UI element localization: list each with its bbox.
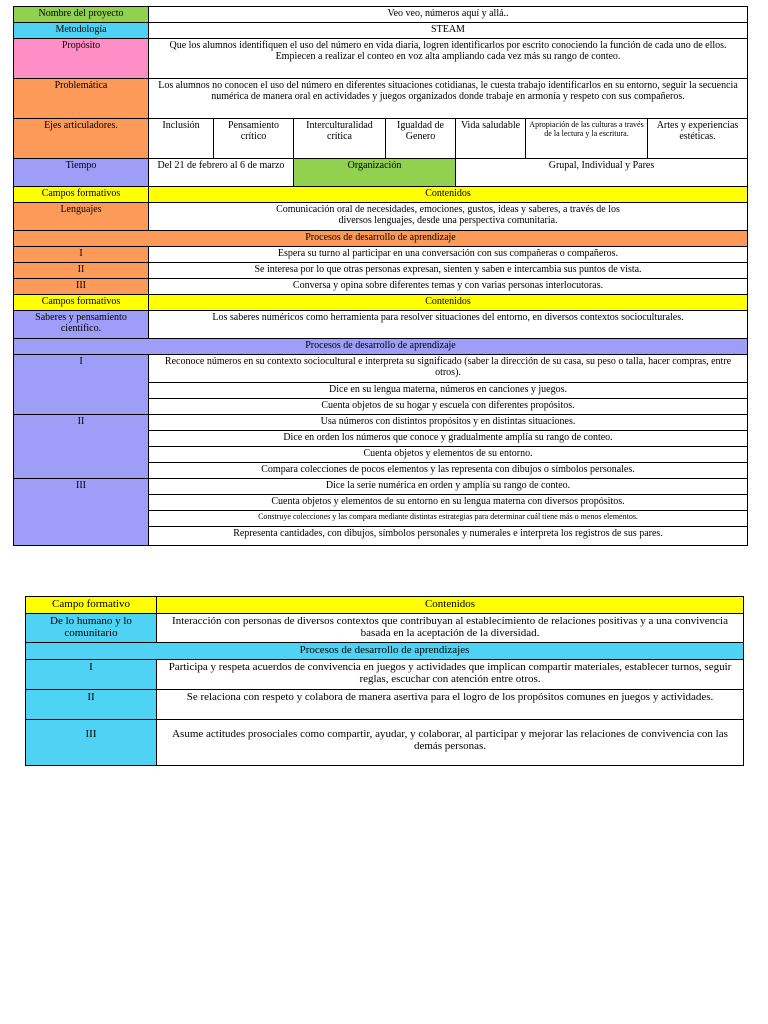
humano-comunitario-table <box>25 596 744 766</box>
proposito-label: Propósito <box>14 39 149 79</box>
contenidos-header: Contenidos <box>157 597 744 614</box>
contenido-humano: Interacción con personas de diversos contextos que contribuyan al establecimiento de relaciones positivas y a una convivencia basada en la aceptación de la diversidad. <box>157 614 744 643</box>
organizacion-value: Grupal, Individual y Pares <box>456 159 748 187</box>
eje-item: Artes y experiencias estéticas. <box>648 119 748 159</box>
proceso-text: Se relaciona con respeto y colabora de manera asertiva para el logro de los propósitos comunes en juegos y actividades. <box>157 690 744 720</box>
proposito-value: Que los alumnos identifiquen el uso del número en vida diaria, logren identificarlos por escrito conociendo la función de cada uno de ellos. Empiecen a realizar el conteo en voz alta ampliando cada vez más su rango de conteo. <box>149 39 748 79</box>
procesos-header-lenguajes: Procesos de desarrollo de aprendizaje <box>14 231 748 247</box>
proceso-text: Reconoce números en su contexto sociocultural e interpreta su significado (saber la dirección de su casa, su peso o talla, hacer compras, entre otros). <box>149 355 748 383</box>
proceso-text: Usa números con distintos propósitos y en distintas situaciones. <box>149 415 748 431</box>
tiempo-label: Tiempo <box>14 159 149 187</box>
procesos-header-saberes: Procesos de desarrollo de aprendizaje <box>14 339 748 355</box>
proceso-text: Cuenta objetos y elementos de su entorno. <box>149 447 748 463</box>
campos-formativos-header: Campos formativos <box>14 295 149 311</box>
nivel-label: II <box>26 690 157 720</box>
campos-formativos-header: Campos formativos <box>14 187 149 203</box>
proceso-text: Cuenta objetos y elementos de su entorno en su lengua materna con diversos propósitos. <box>149 495 748 511</box>
proceso-text: Dice en orden los números que conoce y gradualmente amplía su rango de conteo. <box>149 431 748 447</box>
nivel-label: III <box>14 479 149 546</box>
contenido-saberes: Los saberes numéricos como herramienta para resolver situaciones del entorno, en diversos contextos socioculturales. <box>149 311 748 339</box>
tiempo-value: Del 21 de febrero al 6 de marzo <box>149 159 294 187</box>
proceso-text: Dice la serie numérica en orden y amplía su rango de conteo. <box>149 479 748 495</box>
procesos-header-humano: Procesos de desarrollo de aprendizajes <box>26 643 744 660</box>
eje-item: Inclusión <box>149 119 214 159</box>
proceso-text: Compara colecciones de pocos elementos y las representa con dibujos o símbolos personales. <box>149 463 748 479</box>
organizacion-label: Organización <box>294 159 456 187</box>
proceso-text: Cuenta objetos de su hogar y escuela con diferentes propósitos. <box>149 399 748 415</box>
problematica-label: Problemática <box>14 79 149 119</box>
contenidos-header: Contenidos <box>149 295 748 311</box>
proceso-text: Construye colecciones y las compara mediante distintas estrategias para determinar cuál tiene más o menos elementos. <box>149 511 748 527</box>
nivel-label: II <box>14 263 149 279</box>
proceso-text: Representa cantidades, con dibujos, símbolos personales y numerales e interpreta los registros de sus pares. <box>149 527 748 546</box>
proceso-text: Se interesa por lo que otras personas expresan, sienten y saben e intercambia sus puntos de vista. <box>149 263 748 279</box>
campo-lenguajes: Lenguajes <box>14 203 149 231</box>
proceso-text: Participa y respeta acuerdos de convivencia en juegos y actividades que implican compartir materiales, establecer turnos, seguir reglas, escuchar con atención entre otros. <box>157 660 744 690</box>
nivel-label: III <box>26 720 157 766</box>
nivel-label: I <box>14 355 149 415</box>
nivel-label: I <box>26 660 157 690</box>
nombre-proyecto-label: Nombre del proyecto <box>14 7 149 23</box>
eje-item: Pensamiento crítico <box>214 119 294 159</box>
nombre-proyecto-value: Veo veo, números aquí y allá.. <box>149 7 748 23</box>
nivel-label: I <box>14 247 149 263</box>
eje-item: Apropiación de las culturas a través de la lectura y la escritura. <box>526 119 648 159</box>
campo-humano: De lo humano y lo comunitario <box>26 614 157 643</box>
proceso-text: Conversa y opina sobre diferentes temas y con varias personas interlocutoras. <box>149 279 748 295</box>
eje-item: Interculturalidad crítica <box>294 119 386 159</box>
eje-item: Igualdad de Genero <box>386 119 456 159</box>
metodologia-label: Metodología <box>14 23 149 39</box>
proceso-text: Dice en su lengua materna, números en canciones y juegos. <box>149 383 748 399</box>
planning-table <box>13 6 748 546</box>
contenidos-header: Contenidos <box>149 187 748 203</box>
ejes-label: Ejes articuladores. <box>14 119 149 159</box>
problematica-value: Los alumnos no conocen el uso del número en diferentes situaciones cotidianas, le cuesta trabajo identificarlos en su entorno, seguir la secuencia numérica de manera oral en actividades y juegos organizados donde trabaje en armonía y respeto con sus compañeros. <box>149 79 748 119</box>
campo-saberes: Saberes y pensamiento científico. <box>14 311 149 339</box>
proceso-text: Espera su turno al participar en una conversación con sus compañeras o compañeros. <box>149 247 748 263</box>
metodologia-value: STEAM <box>149 23 748 39</box>
contenido-lenguajes: Comunicación oral de necesidades, emociones, gustos, ideas y saberes, a través de los diversos lenguajes, desde una perspectiva comunitaria. <box>149 203 748 231</box>
nivel-label: III <box>14 279 149 295</box>
eje-item: Vida saludable <box>456 119 526 159</box>
nivel-label: II <box>14 415 149 479</box>
campo-formativo-header: Campo formativo <box>26 597 157 614</box>
proceso-text: Asume actitudes prosociales como compartir, ayudar, y colaborar, al participar y mejorar las relaciones de convivencia con las demás personas. <box>157 720 744 766</box>
